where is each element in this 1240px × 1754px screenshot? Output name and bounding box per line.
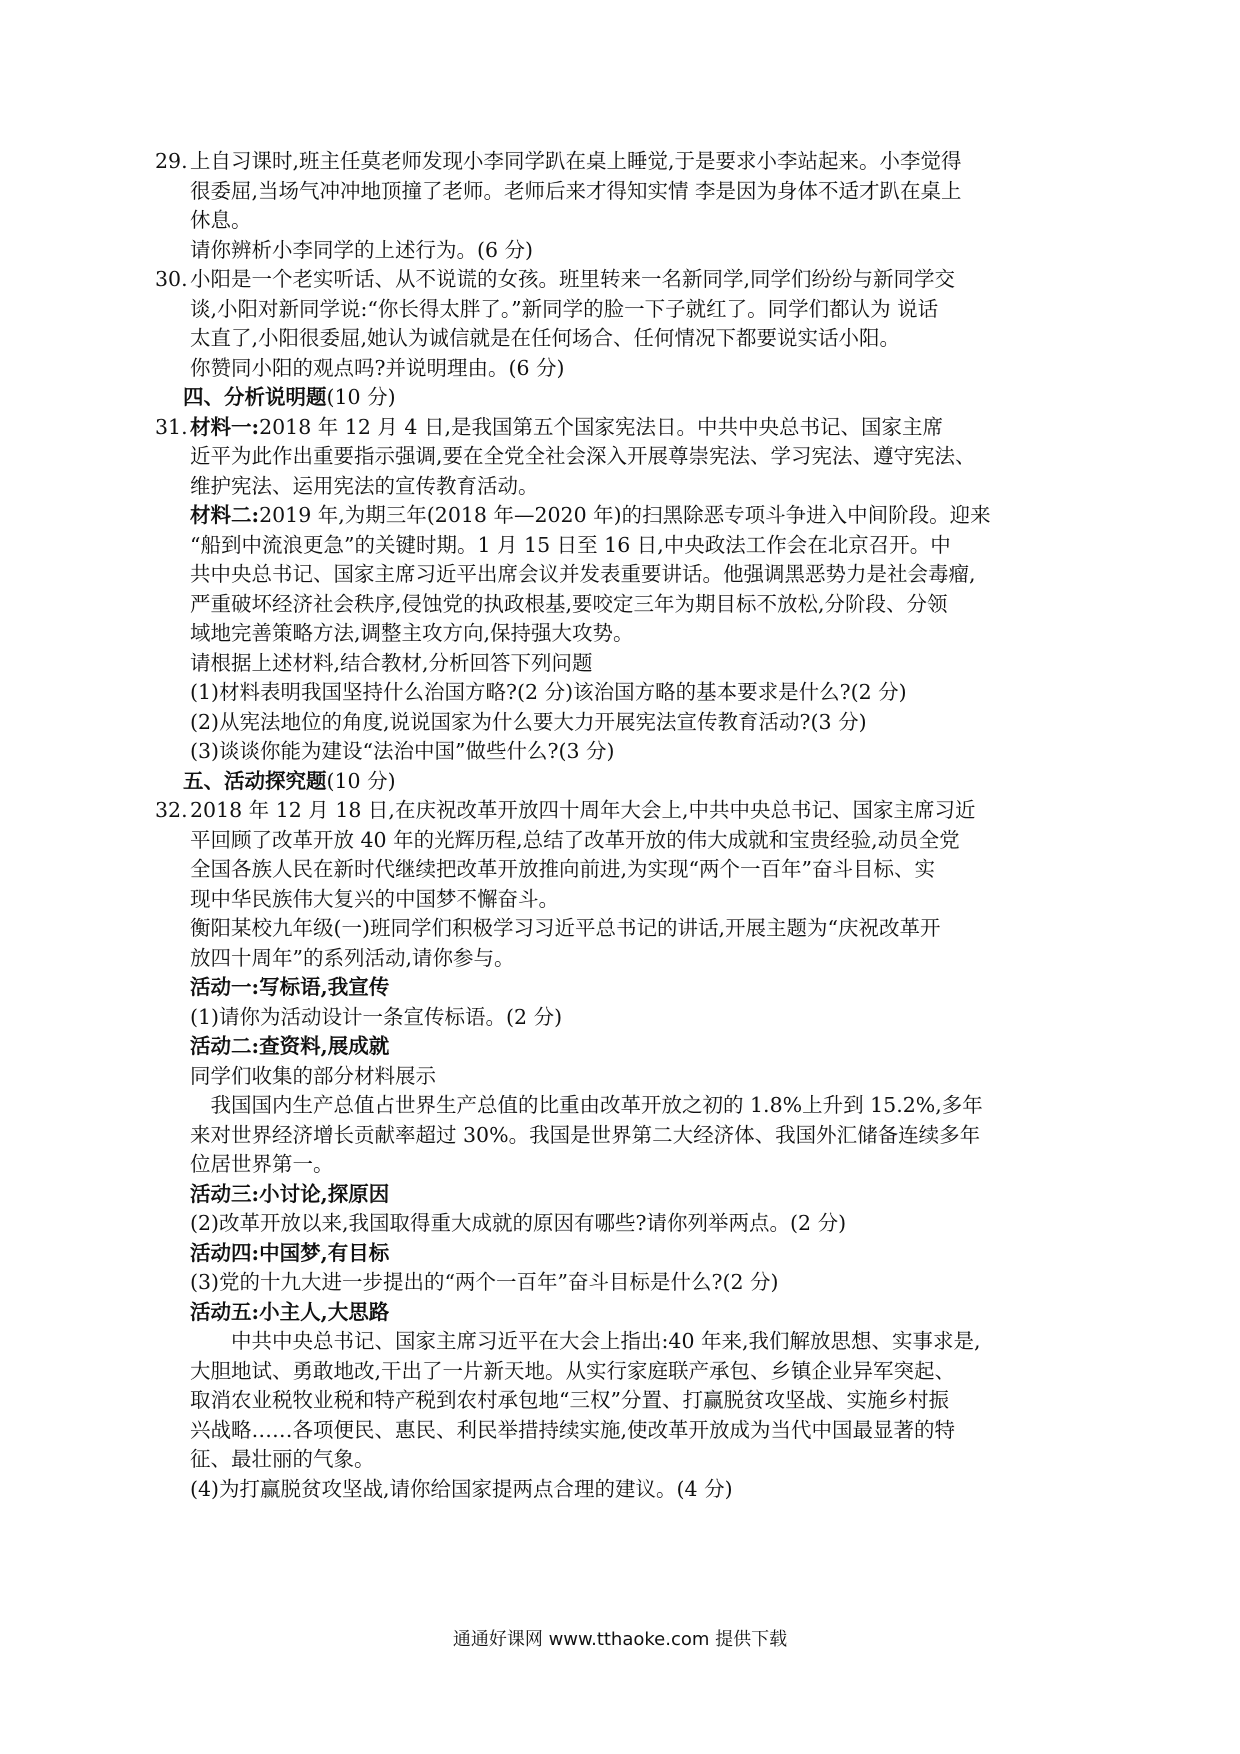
exam-content: [155, 147, 1060, 1504]
question-30-prompt: 你赞同小阳的观点吗?并说明理由。(6 分): [190, 355, 565, 380]
activity-5-material: 取消农业税牧业税和特产税到农村承包地“三权”分置、打赢脱贫攻坚战、实施乡村振: [190, 1388, 949, 1412]
footer-watermark: 通通好课网 www.tthaoke.com 提供下载: [452, 1629, 788, 1650]
section-5-heading: 五、活动探究题(10 分): [183, 768, 396, 793]
sub-question: (1)材料表明我国坚持什么治国方略?(2 分)该治国方略的基本要求是什么?(2 分): [190, 680, 907, 704]
activity-2-title: 活动二:查资料,展成就: [190, 1034, 390, 1058]
material-1-line: 维护宪法、运用宪法的宣传教育活动。: [190, 473, 539, 498]
question-32-line: 放四十周年”的系列活动,请你参与。: [190, 945, 515, 970]
question-32: [155, 796, 1060, 1504]
activity-1-title: 活动一:写标语,我宣传: [190, 975, 390, 999]
activity-5-material: 大胆地试、勇敢地改,干出了一片新天地。从实行家庭联产承包、乡镇企业异军突起、: [190, 1358, 956, 1383]
question-30-line: 太直了,小阳很委屈,她认为诚信就是在任何场合、任何情况下都要说实话小阳。: [190, 326, 901, 350]
sub-question: (4)为打赢脱贫攻坚战,请你给国家提两点合理的建议。(4 分): [190, 1476, 733, 1501]
activity-2-material: 我国国内生产总值占世界生产总值的比重由改革开放之初的 1.8%上升到 15.2%,多年: [210, 1093, 983, 1117]
question-31: [155, 413, 1060, 767]
activity-3-title: 活动三:小讨论,探原因: [190, 1181, 390, 1206]
sub-question: (2)改革开放以来,我国取得重大成就的原因有哪些?请你列举两点。(2 分): [190, 1211, 847, 1235]
question-32-line: 全国各族人民在新时代继续把改革开放推向前进,为实现“两个一百年”奋斗目标、实: [190, 857, 935, 881]
material-2-line: 严重破坏经济社会秩序,侵蚀党的执政根基,要咬定三年为期目标不放松,分阶段、分领: [190, 591, 948, 616]
question-30: [155, 265, 1060, 383]
activity-5-material: 中共中央总书记、国家主席习近平在大会上指出:40 年来,我们解放思想、实事求是,: [231, 1329, 981, 1353]
question-31-instruction: 请根据上述材料,结合教材,分析回答下列问题: [190, 650, 593, 675]
sub-question: (2)从宪法地位的角度,说说国家为什么要大力开展宪法宣传教育活动?(3 分): [190, 709, 867, 734]
material-2-line: 域地完善策略方法,调整主攻方向,保持强大攻势。: [190, 621, 634, 645]
question-29: [155, 147, 1060, 265]
question-number: 29.: [155, 149, 188, 173]
sub-question: (1)请你为活动设计一条宣传标语。(2 分): [190, 1004, 563, 1029]
question-number: 31.: [155, 414, 188, 439]
material-2-line: “船到中流浪更急”的关键时期。1 月 15 日至 16 日,中央政法工作会在北京召开。中: [190, 532, 951, 557]
question-29-line: 休息。: [190, 208, 252, 232]
activity-4-title: 活动四:中国梦,有目标: [190, 1240, 390, 1265]
activity-2-lead: 同学们收集的部分材料展示: [190, 1063, 436, 1088]
question-32-line: 现中华民族伟大复兴的中国梦不懈奋斗。: [190, 886, 559, 911]
question-number: 32.: [155, 798, 188, 822]
question-29-line: 很委屈,当场气冲冲地顶撞了老师。老师后来才得知实情 李是因为身体不适才趴在桌上: [190, 178, 962, 203]
material-2-line: 材料二:2019 年,为期三年(2018 年—2020 年)的扫黑除恶专项斗争进入中间阶段。迎来: [190, 503, 991, 527]
material-1-label: 材料一:: [190, 414, 260, 439]
activity-5-material: 兴战略……各项便民、惠民、利民举措持续实施,使改革开放成为当代中国最显著的特: [190, 1417, 956, 1442]
activity-5-material: 征、最壮丽的气象。: [190, 1447, 375, 1471]
question-30-line: 30. 小阳是一个老实听话、从不说谎的女孩。班里转来一名新同学,同学们纷纷与新同学交: [190, 265, 1060, 295]
material-1-line: 近平为此作出重要指示强调,要在全党全社会深入开展尊崇宪法、学习宪法、遵守宪法、: [190, 444, 976, 468]
question-30-line: 谈,小阳对新同学说:“你长得太胖了。”新同学的脸一下子就红了。同学们都认为 说话: [190, 296, 939, 321]
question-29-prompt: 请你辨析小李同学的上述行为。(6 分): [190, 237, 534, 262]
material-2-line: 共中央总书记、国家主席习近平出席会议并发表重要讲话。他强调黑恶势力是社会毒瘤,: [190, 562, 976, 586]
material-2-label: 材料二:: [190, 503, 260, 527]
activity-2-material: 位居世界第一。: [190, 1152, 334, 1176]
sub-question: (3)谈谈你能为建设“法治中国”做些什么?(3 分): [190, 739, 615, 763]
activity-2-material: 来对世界经济增长贡献率超过 30%。我国是世界第二大经济体、我国外汇储备连续多年: [190, 1122, 981, 1147]
activity-5-title: 活动五:小主人,大思路: [190, 1299, 390, 1324]
section-4-heading: 四、分析说明题(10 分): [183, 385, 396, 409]
question-29-line: 29. 上自习课时,班主任莫老师发现小李同学趴在桌上睡觉,于是要求小李站起来。小李觉得: [190, 147, 1060, 177]
question-32-line: 32. 2018 年 12 月 18 日,在庆祝改革开放四十周年大会上,中共中央总书记、国家主席习近: [190, 796, 1060, 826]
material-1-line: 31. 材料一:2018 年 12 月 4 日,是我国第五个国家宪法日。中共中央总书记、国家主席: [190, 413, 1060, 443]
question-32-line: 平回顾了改革开放 40 年的光辉历程,总结了改革开放的伟大成就和宝贵经验,动员全党: [190, 827, 960, 852]
question-number: 30.: [155, 267, 188, 291]
sub-question: (3)党的十九大进一步提出的“两个一百年”奋斗目标是什么?(2 分): [190, 1270, 779, 1294]
question-32-line: 衡阳某校九年级(一)班同学们积极学习习近平总书记的讲话,开展主题为“庆祝改革开: [190, 916, 941, 940]
